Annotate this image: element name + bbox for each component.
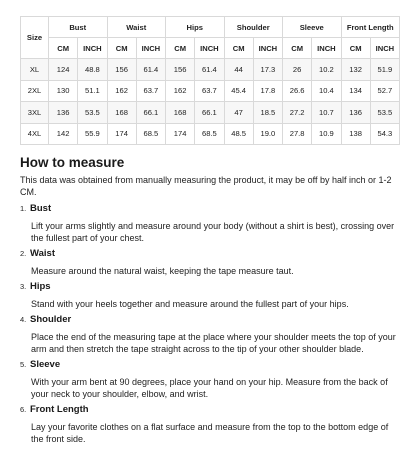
table-cell: 48.8: [78, 59, 107, 81]
table-row: [21, 123, 400, 145]
table-cell: 55.9: [78, 123, 107, 145]
unit-header-cm: CM: [166, 38, 195, 59]
unit-header-cm: CM: [49, 38, 78, 59]
step-number: 4.: [20, 315, 27, 324]
table-cell: 52.7: [370, 80, 399, 102]
step-name: Hips: [30, 281, 51, 292]
table-cell: 48.5: [224, 123, 253, 145]
table-row: [21, 102, 400, 124]
unit-header-inch: INCH: [312, 38, 341, 59]
table-cell: 174: [166, 123, 195, 145]
unit-header-inch: INCH: [195, 38, 224, 59]
step-description: Lay your favorite clothes on a flat surface and measure from the top to the bottom edge of the front side.: [31, 422, 389, 444]
table-cell: 10.4: [312, 80, 341, 102]
step-waist: [20, 248, 400, 277]
step-name: Front Length: [30, 404, 89, 415]
unit-header-cm: CM: [341, 38, 370, 59]
table-cell: 130: [49, 80, 78, 102]
step-name: Waist: [30, 248, 55, 259]
table-cell: 47: [224, 102, 253, 124]
table-cell: 142: [49, 123, 78, 145]
unit-header-cm: CM: [107, 38, 136, 59]
group-header-sleeve: Sleeve: [283, 17, 342, 38]
table-cell: 66.1: [195, 102, 224, 124]
table-cell: 156: [107, 59, 136, 81]
step-number: 6.: [20, 405, 27, 414]
unit-header-inch: INCH: [253, 38, 282, 59]
step-description: Measure around the natural waist, keeping the tape measure taut.: [31, 266, 294, 276]
table-cell: 168: [107, 102, 136, 124]
table-cell: 53.5: [370, 102, 399, 124]
table-cell: 132: [341, 59, 370, 81]
table-cell: 44: [224, 59, 253, 81]
group-header-hips: Hips: [166, 17, 225, 38]
step-description: With your arm bent at 90 degrees, place your hand on your hip. Measure from the back of your neck to your shoulder, elbow, and wrist.: [31, 377, 388, 399]
step-description: Stand with your heels together and measure around the fullest part of your hips.: [31, 299, 349, 309]
table-cell: 18.5: [253, 102, 282, 124]
size-chart-table: [20, 16, 400, 145]
table-cell: 174: [107, 123, 136, 145]
step-sleeve: [20, 359, 400, 400]
group-header-front-length: Front Length: [341, 17, 400, 38]
group-header-bust: Bust: [49, 17, 108, 38]
step-shoulder: [20, 314, 400, 355]
table-cell: 10.9: [312, 123, 341, 145]
table-row: [21, 59, 400, 81]
table-cell: 162: [166, 80, 195, 102]
table-cell: 26.6: [283, 80, 312, 102]
table-cell: 61.4: [195, 59, 224, 81]
step-front-length: [20, 404, 400, 445]
table-cell: 51.9: [370, 59, 399, 81]
table-cell: 134: [341, 80, 370, 102]
step-number: 1.: [20, 204, 27, 213]
table-cell: 66.1: [136, 102, 165, 124]
size-cell: XL: [21, 59, 49, 81]
table-cell: 63.7: [195, 80, 224, 102]
table-cell: 168: [166, 102, 195, 124]
table-row: [21, 80, 400, 102]
unit-header-inch: INCH: [370, 38, 399, 59]
table-cell: 51.1: [78, 80, 107, 102]
step-description: Lift your arms slightly and measure around your body (without a shirt is best), crossing over the fullest part of your chest.: [31, 221, 395, 243]
step-number: 5.: [20, 360, 27, 369]
step-description: Place the end of the measuring tape at the place where your shoulder meets the top of your arm and then stretch the tape straight across to the tip of your other shoulder blade.: [31, 332, 396, 354]
step-name: Bust: [30, 203, 52, 214]
table-cell: 138: [341, 123, 370, 145]
size-cell: 3XL: [21, 102, 49, 124]
step-bust: [20, 203, 400, 244]
step-name: Sleeve: [30, 359, 61, 370]
guide-title: How to measure: [20, 155, 125, 170]
table-cell: 63.7: [136, 80, 165, 102]
table-cell: 162: [107, 80, 136, 102]
table-cell: 27.8: [283, 123, 312, 145]
table-cell: 124: [49, 59, 78, 81]
table-cell: 17.8: [253, 80, 282, 102]
table-cell: 156: [166, 59, 195, 81]
guide-intro: This data was obtained from manually measuring the product, it may be off by half inch or 1-2 CM.: [20, 175, 392, 197]
table-cell: 19.0: [253, 123, 282, 145]
table-cell: 10.7: [312, 102, 341, 124]
step-number: 3.: [20, 282, 27, 291]
measure-guide: [20, 154, 400, 449]
group-header-shoulder: Shoulder: [224, 17, 283, 38]
step-number: 2.: [20, 249, 27, 258]
table-cell: 27.2: [283, 102, 312, 124]
step-hips: [20, 281, 400, 310]
size-column-header: Size: [21, 17, 49, 59]
unit-header-inch: INCH: [136, 38, 165, 59]
table-cell: 61.4: [136, 59, 165, 81]
table-cell: 53.5: [78, 102, 107, 124]
unit-header-cm: CM: [283, 38, 312, 59]
table-unit-header-row: [21, 38, 400, 59]
unit-header-inch: INCH: [78, 38, 107, 59]
table-cell: 45.4: [224, 80, 253, 102]
table-cell: 54.3: [370, 123, 399, 145]
table-group-header-row: [21, 17, 400, 38]
measure-steps-list: [20, 203, 400, 445]
size-cell: 2XL: [21, 80, 49, 102]
unit-header-cm: CM: [224, 38, 253, 59]
table-cell: 68.5: [195, 123, 224, 145]
table-cell: 136: [49, 102, 78, 124]
table-cell: 68.5: [136, 123, 165, 145]
size-cell: 4XL: [21, 123, 49, 145]
table-cell: 136: [341, 102, 370, 124]
group-header-waist: Waist: [107, 17, 166, 38]
table-cell: 10.2: [312, 59, 341, 81]
table-cell: 26: [283, 59, 312, 81]
step-name: Shoulder: [30, 314, 72, 325]
table-cell: 17.3: [253, 59, 282, 81]
